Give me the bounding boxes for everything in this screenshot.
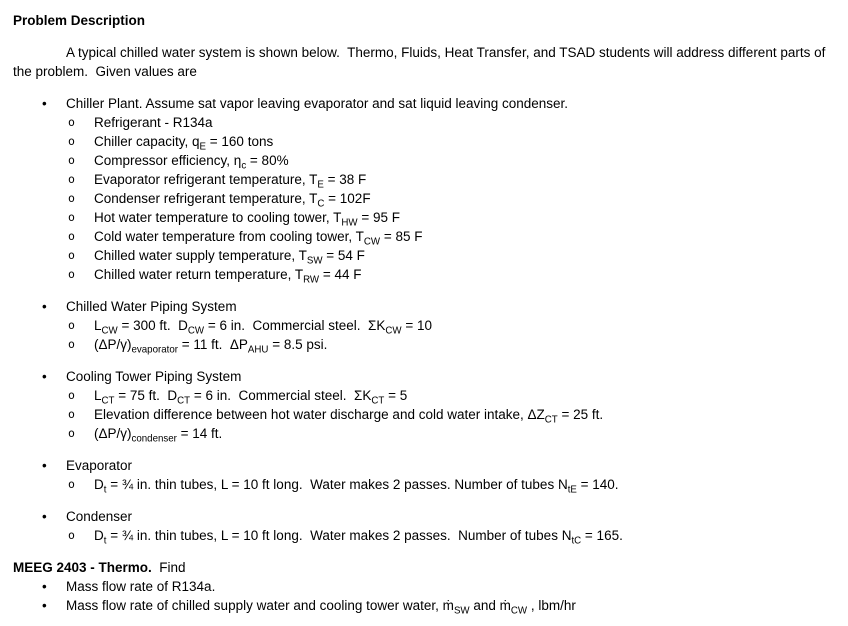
- bullet-icon: •: [42, 369, 47, 384]
- list-item: [13, 265, 835, 284]
- list-item: [13, 189, 835, 208]
- list-item-text: Chilled water return temperature, $T_{RW} = 44$ F: [94, 267, 362, 286]
- find-list-item: [13, 596, 835, 615]
- find-heading: [13, 558, 835, 577]
- section: [13, 456, 835, 494]
- section-heading: Condenser: [66, 509, 133, 524]
- list-item-text: $(\Delta P/\gamma)_{condenser} = 14$ ft.: [94, 426, 223, 445]
- list-item-text: Compressor efficiency, $\eta_c = 80\%$: [94, 153, 289, 172]
- circle-bullet-icon: o: [68, 172, 75, 186]
- section-heading: Chilled Water Piping System: [66, 299, 237, 314]
- section-heading-row: [13, 507, 835, 526]
- find-section: [13, 558, 835, 615]
- list-item: [13, 170, 835, 189]
- list-item: [13, 475, 835, 494]
- section-heading: Evaporator: [66, 458, 133, 473]
- circle-bullet-icon: o: [68, 210, 75, 224]
- intro-paragraph: A typical chilled water system is shown below. Thermo, Fluids, Heat Transfer, and TSAD students will address different parts of the problem. Given values are: [13, 45, 830, 79]
- section-heading-row: [13, 367, 835, 386]
- section-heading-row: [13, 94, 835, 113]
- circle-bullet-icon: o: [68, 191, 75, 205]
- bullet-icon: •: [42, 458, 47, 473]
- section: [13, 367, 835, 443]
- list-item-text: $L_{CW} = 300$ ft. $D_{CW} = 6$ in. Commercial steel. $\Sigma K_{CW} = 10$: [94, 318, 432, 337]
- list-item-text: Evaporator refrigerant temperature, $T_E = 38$ F: [94, 172, 367, 191]
- section-heading-row: [13, 297, 835, 316]
- list-item-text: $L_{CT} = 75$ ft. $D_{CT} = 6$ in. Commercial steel. $\Sigma K_{CT} = 5$: [94, 388, 408, 407]
- circle-bullet-icon: o: [68, 477, 75, 491]
- circle-bullet-icon: o: [68, 229, 75, 243]
- list-item-text: $D_t$ = ¾ in. thin tubes, L = 10 ft long. Water makes 2 passes. Number of tubes $N_{tE} = 140$.: [94, 477, 619, 496]
- section-items: [13, 475, 835, 494]
- section: [13, 94, 835, 284]
- list-item-text: Chilled water supply temperature, $T_{SW} = 54$ F: [94, 248, 365, 267]
- section-items: [13, 316, 835, 354]
- list-item: [13, 424, 835, 443]
- list-item: [13, 246, 835, 265]
- section: [13, 297, 835, 354]
- list-item: [13, 151, 835, 170]
- section-heading: Cooling Tower Piping System: [66, 369, 242, 384]
- list-item-text: Chiller capacity, $q_E = 160$ tons: [94, 134, 274, 153]
- list-item-text: Elevation difference between hot water discharge and cold water intake, $\Delta Z_{CT} = 25$ ft.: [94, 407, 604, 426]
- bullet-icon: •: [42, 509, 47, 524]
- list-item: [13, 335, 835, 354]
- list-item-text: Condenser refrigerant temperature, $T_C = 102F$: [94, 191, 371, 210]
- list-item: [13, 227, 835, 246]
- bullet-icon: •: [42, 299, 47, 314]
- bullet-icon: •: [42, 598, 47, 613]
- section-heading: Chiller Plant. Assume sat vapor leaving evaporator and sat liquid leaving condenser.: [66, 96, 569, 111]
- section: [13, 507, 835, 545]
- find-item-text: Mass flow rate of R134a.: [66, 579, 216, 594]
- circle-bullet-icon: o: [68, 248, 75, 262]
- section-items: [13, 386, 835, 443]
- circle-bullet-icon: o: [68, 134, 75, 148]
- list-item-text: Cold water temperature from cooling tower, $T_{CW} = 85$ F: [94, 229, 423, 248]
- circle-bullet-icon: o: [68, 115, 75, 129]
- circle-bullet-icon: o: [68, 318, 75, 332]
- course-code: MEEG 2403 - Thermo.: [13, 560, 152, 575]
- list-item: [13, 316, 835, 335]
- circle-bullet-icon: o: [68, 337, 75, 351]
- circle-bullet-icon: o: [68, 267, 75, 281]
- find-items: [13, 577, 835, 615]
- document-title: Problem Description: [13, 13, 146, 28]
- list-item-text: $(\Delta P/\gamma)_{evaporator} = 11$ ft. $\Delta P_{AHU} = 8.5$ psi.: [94, 337, 328, 356]
- section-items: [13, 113, 835, 284]
- find-label: Find: [151, 560, 186, 575]
- list-item: [13, 208, 835, 227]
- find-item-text: Mass flow rate of chilled supply water and cooling tower water, ṁ$_{SW}$ and ṁ$_{CW}$ , lbm/hr: [66, 598, 576, 617]
- list-item: [13, 526, 835, 545]
- given-values-sections: [13, 94, 835, 545]
- list-item: [13, 132, 835, 151]
- list-item: [13, 405, 835, 424]
- list-item: [13, 386, 835, 405]
- circle-bullet-icon: o: [68, 528, 75, 542]
- circle-bullet-icon: o: [68, 407, 75, 421]
- list-item-text: Hot water temperature to cooling tower, $T_{HW} = 95$ F: [94, 210, 400, 229]
- list-item-text: Refrigerant - R134a: [94, 115, 213, 130]
- list-item: [13, 113, 835, 132]
- circle-bullet-icon: o: [68, 388, 75, 402]
- section-heading-row: [13, 456, 835, 475]
- list-item-text: $D_t$ = ¾ in. thin tubes, L = 10 ft long. Water makes 2 passes. Number of tubes $N_{tC} = 165$.: [94, 528, 623, 547]
- circle-bullet-icon: o: [68, 153, 75, 167]
- bullet-icon: •: [42, 579, 47, 594]
- section-items: [13, 526, 835, 545]
- bullet-icon: •: [42, 96, 47, 111]
- circle-bullet-icon: o: [68, 426, 75, 440]
- find-list-item: [13, 577, 835, 596]
